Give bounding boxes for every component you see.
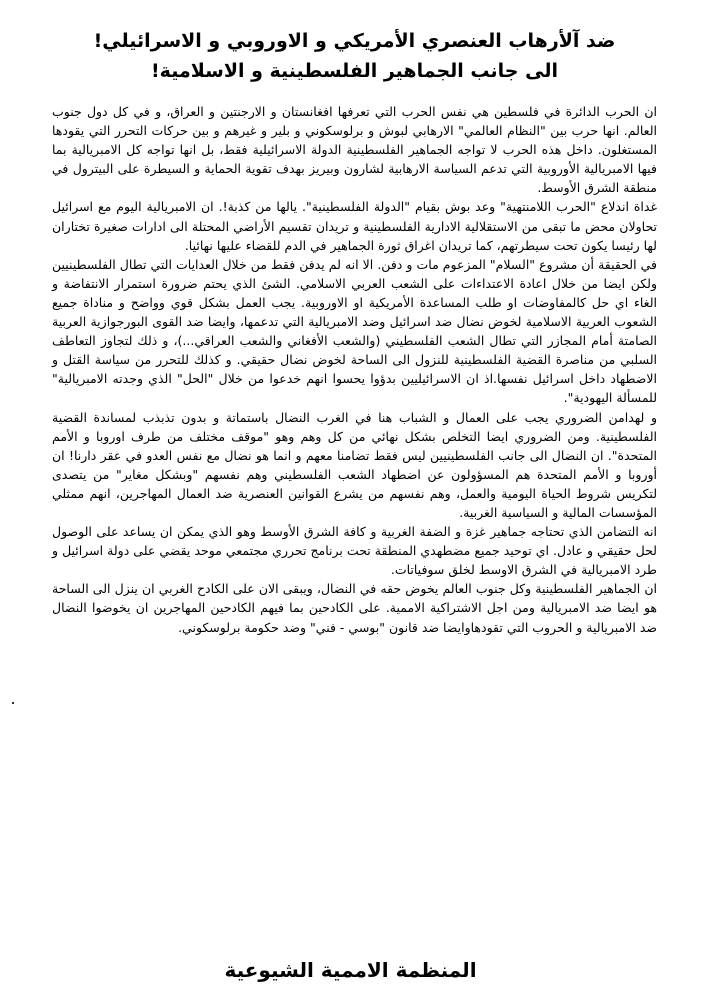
paragraph: و لهدامن الضروري يجب على العمال و الشباب هنا في الغرب النضال باستماتة و بدون تذبذب لمساندة القضية الفلسطينية. ومن الضروري ايضا التخلص بشكل نهائي من كل وهم وهو "موقف مختلف من طرف اوروبا و الأمم المتحدة". ان النضال الى جانب الفلسطينيين ليس فقط تضامنا معهم و انما هو نضال مع نفس العدو في عقر دارنا! ان أوروبا و الأمم المتحدة هم المسؤولون عن اضطهاد الشعب الفلسطيني وهم نفسهم "وبشكل مغاير" من يتصدى لتكريس شروط الحياة اليومية والعمل، وهم نفسهم من يشرع القوانين العنصرية ضد العمال المهاجرين، انهم ممثلي المؤسسات المالية و السياسية الغربية. <box>52 409 657 520</box>
paragraph: انه التضامن الذي تحتاجه جماهير غزة و الضفة الغربية و كافة الشرق الأوسط وهو الذي يمكن ان يساعد على الوصول لحل حقيقي و عادل. اي توحيد جميع مضطهدي المنطقة تحت برنامج تحرري مجتمعي موحد يقضي على دولة اسرائيل و طرد الامبريالية في الشرق الاوسط لخلق سوفياتات. <box>52 524 657 578</box>
scan-speck <box>12 702 14 704</box>
title-line-2: الى جانب الجماهير الفلسطينية و الاسلامية! <box>151 60 558 82</box>
title-line-1: ضد آلأرهاب العنصري الأمريكي و الاوروبي و الاسرائيلي! <box>93 30 616 52</box>
paragraph: ان الحرب الدائرة في فلسطين هي نفس الحرب التي تعرفها افغانستان و الارجنتين و العراق، و في كل دول جنوب العالم. انها حرب بين "النظام العالمي" الارهابي لبوش و برلوسكوني و بلير و غيرهم و بين حركات التحرر التي يقودها المستغلون. داخل هذه الحرب لا تواجه الجماهير الفلسطينية الدولة الاسرائيلية فقط، بل انها تواجه كل الامبريالية بما فيها الامبريالية الأوروبية التي تدعم السياسة الارهابية لشارون وبيريز بهدف تقوية الحماية و السيطرة على البيترول في منطقة الشرق الأوسط. <box>52 104 657 196</box>
paragraph: في الحقيقة أن مشروع "السلام" المزعوم مات و دفن. الا انه لم يدفن فقط من خلال العدايات التي تطال الفلسطينيين ولكن ايضا من خلال اعادة الاعتداءات على الشعب العربي الاسلامي. الشئ الذي يحتم ضرورة استمرار الانتفاضة و الغاء اي حل كالمفاوضات او طلب المساعدة الأمريكية او الاوروبية. يجب العمل بشكل قوي وواضح و مناداة جميع الشعوب العربية الاسلامية لخوض نضال ضد اسرائيل وضد الامبريالية التي تدعمها، وايضا ضد القوى البورجوازية العربية الصامتة أمام المجازر التي تطال الشعب الفلسطيني (والشعب الأفغاني والشعب العراقي...)، و ذلك لتجاوز التعاطف السلبي من مناصرة القضية الفلسطينية للنزول الى الساحة لخوض نضال حقيقي. و كذلك للتحرر من سياسة القتل و الاضطهاد داخل اسرائيل نفسها.اذ ان الاسرائيليين بدؤوا يحسوا انهم خدعوا من خلال "الحل" الذي وجدته الامبريالية" للمسألة اليهودية". <box>52 256 657 406</box>
organization-signature: المنظمة الاممية الشيوعية <box>224 958 477 982</box>
paragraph: ان الجماهير الفلسطينية وكل جنوب العالم يخوض حقه في النضال، ويبقى الان على الكادح الغربي ان ينزل الى الساحة هو ايضا ضد الامبريالية ومن اجل الاشتراكية الاممية. على الكادحين بما فيهم الكادحين المهاجرين ان يخوضوا النضال ضد الامبريالية و الحروب التي تقودهاوايضا ضد قانون "بوسي - فني" وضد حكومة برلوسكوني. <box>52 581 657 635</box>
article-body <box>52 102 657 637</box>
paragraph: غداة اندلاع "الحرب اللامنتهية" وعد بوش بقيام "الدولة الفلسطينية". يالها من كذبة!. ان الامبريالية اليوم مع اسرائيل تحاولان محض ما تبقى من الاستقلالية الادارية الفلسطينية و تريدان تقسيم الأراضي المحتلة الى ادارات صغيرة تختاران لها رئيسا يكون تحت سيطرتهم، كما تريدان اغراق ثورة الجماهير في الدم للقضاء عليها نهائيا. <box>52 199 657 253</box>
